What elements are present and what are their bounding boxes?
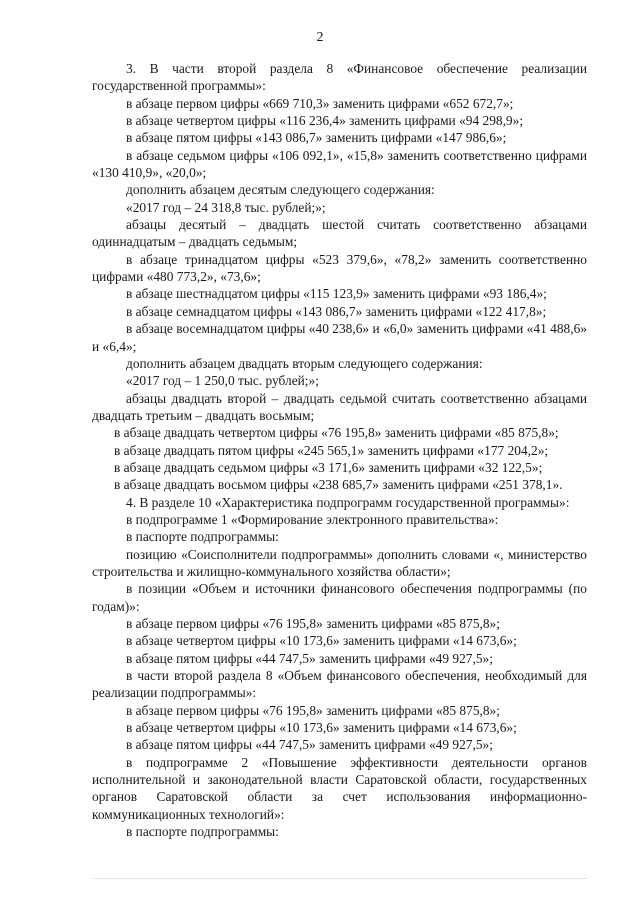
document-body xyxy=(92,60,587,840)
paragraph: в абзаце двадцать пятом цифры «245 565,1» заменить цифрами «177 204,2»; xyxy=(114,442,549,458)
paragraph: в абзаце первом цифры «76 195,8» заменить цифрами «85 875,8»; xyxy=(126,702,500,718)
paragraph: дополнить абзацем двадцать вторым следующего содержания: xyxy=(126,355,483,371)
paragraph: в абзаце двадцать восьмом цифры «238 685,7» заменить цифрами «251 378,1». xyxy=(114,477,563,493)
paragraph: абзацы десятый – двадцать шестой считать соответственно абзацами одиннадцатым – двадцать седьмым; xyxy=(92,217,587,250)
paragraph: в паспорте подпрограммы: xyxy=(126,824,279,840)
paragraph: в абзаце четвертом цифры «10 173,6» заменить цифрами «14 673,6»; xyxy=(126,633,517,649)
paragraph: «2017 год – 1 250,0 тыс. рублей;»; xyxy=(126,373,319,389)
paragraph: в абзаце шестнадцатом цифры «115 123,9» заменить цифрами «93 186,4»; xyxy=(126,286,547,302)
paragraph: в абзаце двадцать седьмом цифры «3 171,6» заменить цифрами «32 122,5»; xyxy=(114,459,543,475)
paragraph: в абзаце четвертом цифры «116 236,4» заменить цифрами «94 298,9»; xyxy=(126,113,524,129)
paragraph: в абзаце седьмом цифры «106 092,1», «15,8» заменить соответственно цифрами «130 410,9», «20,0»; xyxy=(92,147,587,181)
paragraph: 4. В разделе 10 «Характеристика подпрограмм государственной программы»: xyxy=(126,494,570,510)
paragraph: в паспорте подпрограммы: xyxy=(126,529,279,545)
paragraph: в абзаце двадцать четвертом цифры «76 195,8» заменить цифрами «85 875,8»; xyxy=(114,425,559,441)
scan-artifact-line xyxy=(92,872,587,879)
paragraph: в абзаце пятом цифры «44 747,5» заменить цифрами «49 927,5»; xyxy=(126,650,493,666)
paragraph: в подпрограмме 2 «Повышение эффективности деятельности органов исполнительной и законодательной власти Саратовской области, государственных органов Саратовской области за счет использования информационно-коммуникационных технологий»: xyxy=(92,754,587,822)
paragraph: «2017 год – 24 318,8 тыс. рублей;»; xyxy=(126,199,326,215)
paragraph: в абзаце первом цифры «76 195,8» заменить цифрами «85 875,8»; xyxy=(126,616,500,631)
page-number: 2 xyxy=(316,30,324,45)
paragraph: в абзаце тринадцатом цифры «523 379,6», «78,2» заменить соответственно цифрами «480 773,2», «73,6»; xyxy=(92,251,587,285)
paragraph: 3. В части второй раздела 8 «Финансовое обеспечение реализации государственной программы»: xyxy=(92,61,587,94)
paragraph: в позиции «Объем и источники финансового обеспечения подпрограммы (по годам)»: xyxy=(92,581,587,614)
paragraph: в абзаце семнадцатом цифры «143 086,7» заменить цифрами «122 417,8»; xyxy=(126,303,547,319)
paragraph: в абзаце пятом цифры «44 747,5» заменить цифрами «49 927,5»; xyxy=(126,737,493,753)
paragraph: в абзаце восемнадцатом цифры «40 238,6» и «6,0» заменить цифрами «41 488,6» и «6,4»; xyxy=(92,321,587,354)
paragraph: в абзаце пятом цифры «143 086,7» заменить цифрами «147 986,6»; xyxy=(126,130,507,146)
paragraph: позицию «Соисполнители подпрограммы» дополнить словами «, министерство строительства и жилищно-коммунального хозяйства области»; xyxy=(92,546,587,579)
paragraph: в подпрограмме 1 «Формирование электронного правительства»: xyxy=(126,511,499,527)
paragraph: в абзаце четвертом цифры «10 173,6» заменить цифрами «14 673,6»; xyxy=(126,720,517,736)
paragraph: абзацы двадцать второй – двадцать седьмой считать соответственно абзацами двадцать третьим – двадцать восьмым; xyxy=(92,390,587,423)
paragraph: дополнить абзацем десятым следующего содержания: xyxy=(126,182,435,198)
paragraph: в части второй раздела 8 «Объем финансового обеспечения, необходимый для реализации подпрограммы»: xyxy=(92,668,587,701)
paragraph: в абзаце первом цифры «669 710,3» заменить цифрами «652 672,7»; xyxy=(126,95,514,111)
